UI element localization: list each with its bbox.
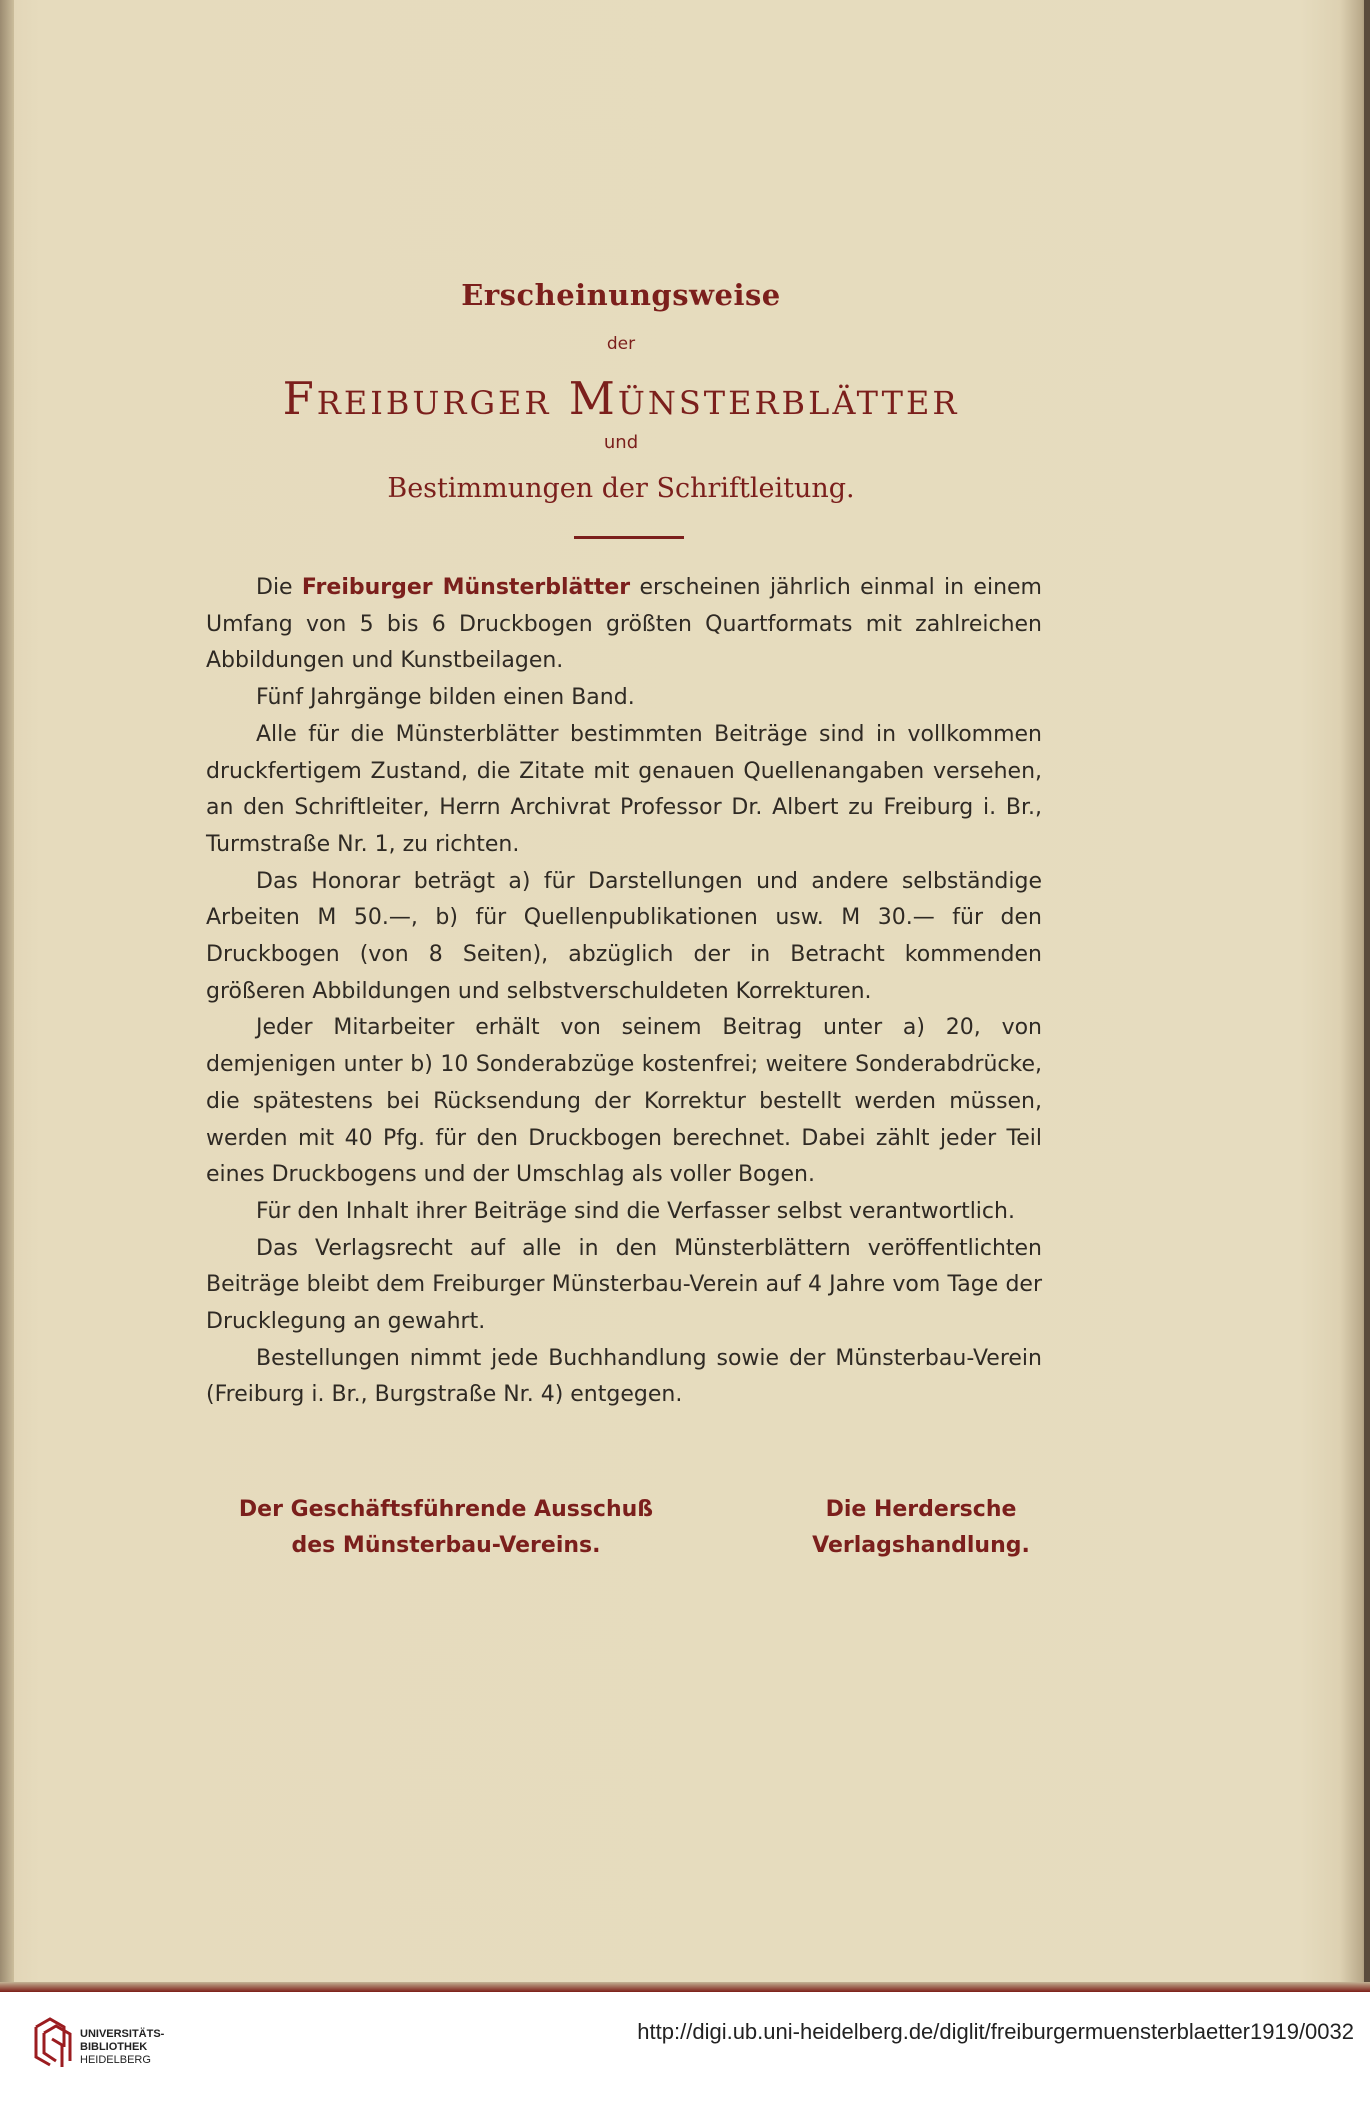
paragraph: Fünf Jahrgänge bilden einen Band.	[256, 685, 635, 711]
paragraph	[206, 570, 1042, 680]
signature-right-line-1: Die Herdersche	[825, 1497, 1017, 1522]
paragraph: Jeder Mitarbeiter erhält von seinem Beitrag unter a) 20, von demjenigen unter b) 10 Sonderabzüge kostenfrei; weitere Sonderabdrücke, die spätestens bei Rücksendung der Korrektur bestellt werden müssen, werden mit 40 Pfg. für den Druckbogen berechnet. Dabei zählt jeder Teil eines Druckbogens und der Umschlag als voller Bogen.	[206, 1015, 1042, 1188]
library-name-line-1: UNIVERSITÄTS-	[80, 2028, 165, 2040]
paragraph: Bestellungen nimmt jede Buchhandlung sowie der Münsterbau-Verein (Freiburg i. Br., Burgstraße Nr. 4) entgegen.	[206, 1345, 1042, 1408]
library-name-line-2: BIBLIOTHEK	[80, 2041, 148, 2053]
paragraph: Das Verlagsrecht auf alle in den Münsterblättern veröffentlichten Beiträge bleibt dem Freiburger Münsterbau-Verein auf 4 Jahre vom Tage der Drucklegung an gewahrt.	[206, 1235, 1042, 1335]
library-name-line-3: HEIDELBERG	[80, 2054, 151, 2066]
page-bottom-edge	[0, 1982, 1370, 1992]
signature-left-line-1: Der Geschäftsführende Ausschuß	[238, 1497, 654, 1522]
body-text	[206, 570, 1042, 1414]
heading-line-4: und	[603, 432, 639, 453]
signature-right-line-2: Verlagshandlung.	[812, 1533, 1030, 1558]
divider-rule	[574, 536, 684, 539]
heading-subtitle: Bestimmungen der Schriftleitung.	[387, 473, 855, 504]
page-title: Freiburger Münsterblätter	[282, 372, 960, 425]
paragraph-lead: Die	[256, 575, 302, 600]
library-name	[80, 2028, 164, 2067]
paragraph-text: erscheinen jährlich einmal in einem Umfang von 5 bis 6 Druckbogen größten Quartformats mit zahlreichen Abbildungen und Kunstbeilagen.	[206, 575, 1042, 674]
heading-line-2: der	[606, 334, 636, 354]
signature-left	[206, 1492, 686, 1564]
paragraph: Alle für die Münsterblätter bestimmten Beiträge sind in vollkommen druckfertigem Zustand, die Zitate mit genauen Quellenangaben versehen, an den Schriftleiter, Herrn Archivrat Professor Dr. Albert zu Freiburg i. Br., Turmstraße Nr. 1, zu richten.	[206, 721, 1042, 857]
library-logo-icon	[30, 2017, 80, 2069]
paragraph-bold-title: Freiburger Münsterblätter	[301, 575, 631, 600]
signature-right	[800, 1492, 1042, 1564]
footer	[0, 1995, 1370, 2108]
source-url-link[interactable]: http://digi.ub.uni-heidelberg.de/diglit/freiburgermuensterblaetter1919/0032	[637, 2019, 1354, 2044]
signature-left-line-2: des Münsterbau-Vereins.	[291, 1533, 601, 1558]
heading-line-1: Erscheinungsweise	[461, 278, 781, 312]
paragraph: Das Honorar beträgt a) für Darstellungen und andere selbständige Arbeiten M 50.—, b) für Quellenpublikationen usw. M 30.— für den Druckbogen (von 8 Seiten), abzüglich der in Betracht kommenden größeren Abbildungen und selbstverschuldeten Korrekturen.	[206, 868, 1042, 1004]
paragraph: Für den Inhalt ihrer Beiträge sind die Verfasser selbst verantwortlich.	[256, 1198, 1015, 1224]
